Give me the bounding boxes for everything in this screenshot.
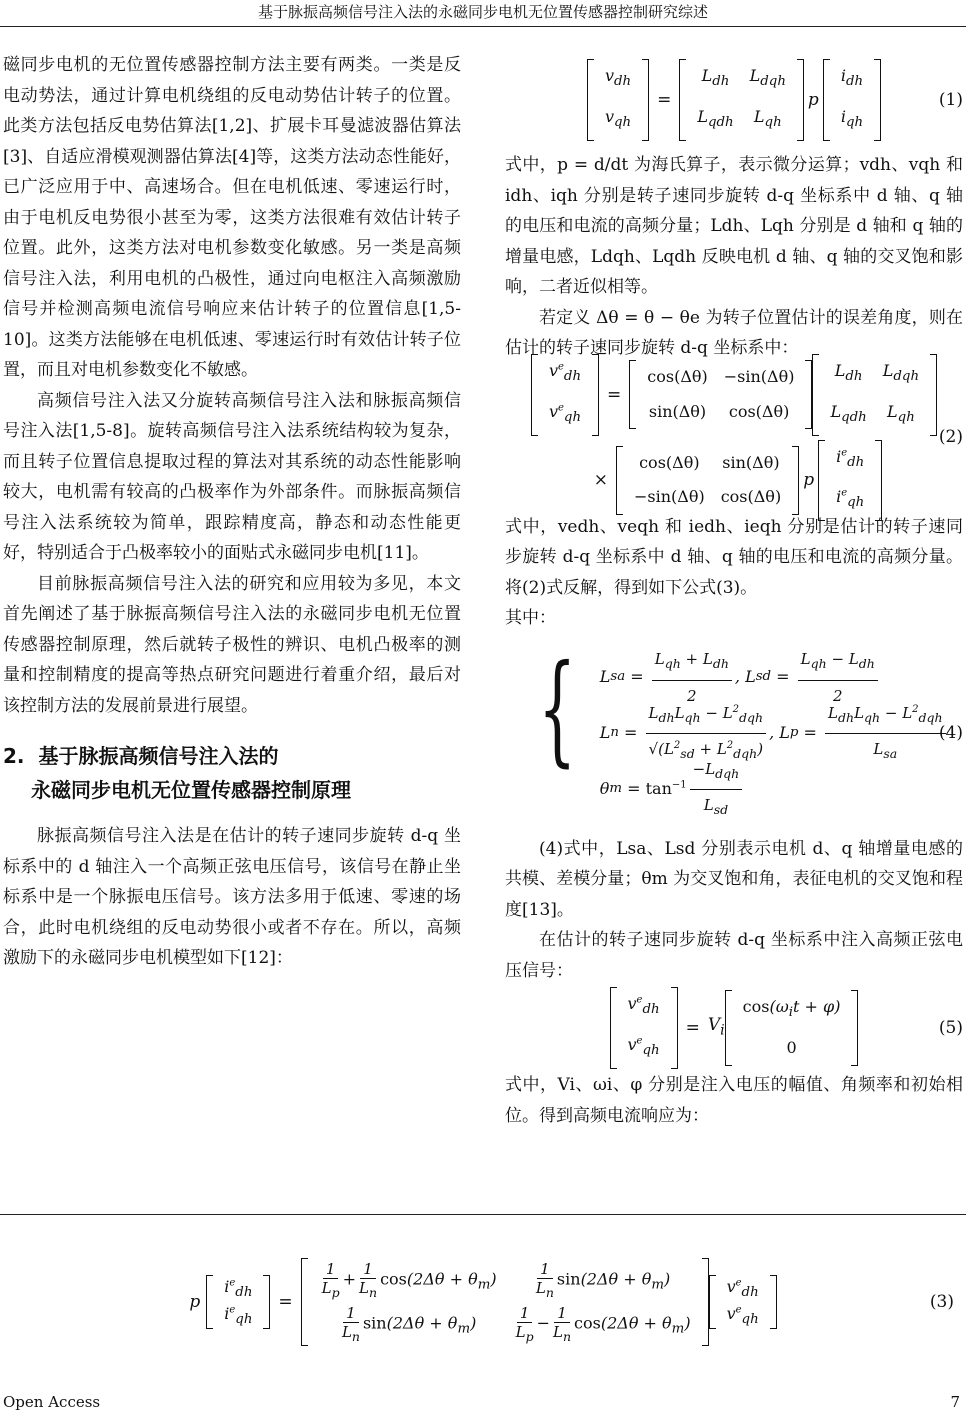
section-title-line2: 永磁同步电机无位置传感器控制原理: [31, 778, 351, 802]
equation-4: { L sa = $\frac{L_{qh} + L_{dh}}{2}$ , L sd = $\frac{L_{qh} - L_{dh}}{2}$ L n = $\frac{L_{dh}L_{qh} - L^2_{dqh}}{√(L^2_{sd} + L^2_{dqh})}$ , L p = $\frac{L_{dh}L_{qh} - L^2_{dqh}}{L_{sa}}$ θ m = $\tan^{-1}$ $\frac{-L_{dqh}}{L_{sd}}$ (4): [538, 639, 963, 817]
section-heading: [3, 739, 461, 807]
equation-1: $v_{dh}$ $v_{qh}$ = $L_{dh}$ $L_{dqh}$ $L_{qdh}$ $L_{qh}$ p $i_{dh}$ $i_{qh}$ (1): [505, 50, 963, 150]
section-number: 2.: [3, 744, 25, 768]
paragraph-principle: 脉振高频信号注入法是在估计的转子速同步旋转 d-q 坐标系中的 d 轴注入一个高频正弦电压信号，该信号在静止坐标系中是一个脉振电压信号。该方法多用于低速、零速的场合，此时电机绕组的反电动势很小或者不存在。所以，高频激励下的永磁同步电机模型如下[12]：: [3, 826, 461, 968]
paragraph-eq4-explanation: (4)式中，Lsa、Lsd 分别表示电机 d、q 轴增量电感的共模、差模分量；θm 为交叉饱和角，表征电机的交叉饱和程度[13]。: [505, 838, 963, 920]
left-column: [3, 50, 461, 974]
paragraph-error-angle: 若定义 Δθ = θ − θe 为转子位置估计的误差角度，则在估计的转子速同步旋转 d-q 坐标系中：: [505, 307, 963, 358]
running-header: 基于脉振高频信号注入法的永磁同步电机无位置传感器控制研究综述: [0, 0, 966, 27]
paragraph-hf-injection: 高频信号注入法又分旋转高频信号注入法和脉振高频信号注入法[1,5-8]。旋转高频信号注入法系统结构较为复杂，而且转子位置信息提取过程的算法对其系统的动态性能影响较大，电机需有较高的凸极率作为外部条件。而脉振高频信号注入法系统较为简单，跟踪精度高，静态和动态性能更好，特别适合于凸极率较小的面贴式永磁同步电机[11]。: [3, 390, 461, 563]
equation-2: $v^e_{dh}$ $v^e_{qh}$ = cos(Δθ) −sin(Δθ) sin(Δθ) cos(Δθ) $L_{dh}$ $L_{dqh}$ $L_{qdh}$ $L_{qh}$ × cos(Δθ) sin(Δθ) −sin(Δθ) cos(Δθ) p $i^e_{dh}$ $i^e_{qh}$ (2): [505, 364, 963, 512]
equation-4-number: (4): [938, 723, 963, 744]
paragraph-inject-voltage: 在估计的转子速同步旋转 d-q 坐标系中注入高频正弦电压信号：: [505, 930, 963, 981]
paragraph-eq5-explanation: 式中，Vi、ωi、φ 分别是注入电压的幅值、角频率和初始相位。得到高频电流响应为：: [505, 1075, 963, 1126]
equation-2-number: (2): [938, 427, 963, 448]
equation-1-number: (1): [938, 89, 963, 110]
paragraph-eq1-explanation: 式中，p = d/dt 为海氏算子，表示微分运算；vdh、vqh 和 idh、iqh 分别是转子速同步旋转 d-q 坐标系中 d 轴、q 轴的电压和电流的高频分量；Ldh、Lqh 分别是 d 轴和 q 轴的增量电感，Ldqh、Lqdh 反映电机 d 轴、q 轴的交叉饱和影响，二者近似相等。: [505, 155, 963, 297]
section-title-line1: 基于脉振高频信号注入法的: [38, 744, 279, 768]
equation-separator-rule: [0, 1214, 966, 1215]
equation-5-number: (5): [938, 1017, 963, 1038]
paragraph-eq2-explanation: 式中，vedh、veqh 和 iedh、ieqh 分别是估计的转子速同步旋转 d-q 坐标系中 d 轴、q 轴的电压和电流的高频分量。将(2)式反解，得到如下公式(3)。: [505, 516, 963, 598]
paragraph-where: 其中：: [505, 608, 556, 628]
equation-3: p $i^e_{dh}$ $i^e_{qh}$ = $\frac{1}{L_p}$ + $\frac{1}{L_n}$ $\cos(2\Delta\theta + \theta_m)$ $\frac{1}{L_n}$ $\sin(2\Delta\theta + \theta_m)$ $\frac{1}{L_n}$ $\sin(2\Delta\theta + \theta_m)$ $\frac{1}{L_p}$ − $\frac{1}{L_n}$ $\cos(2\Delta\theta + \theta_m)$ $v^e_{dh}$ $v^e_{qh}$ (3): [189, 1260, 954, 1344]
footer-open-access: Open Access: [3, 1393, 101, 1411]
page-number: 7: [950, 1393, 960, 1411]
right-column: [505, 50, 963, 1131]
equation-3-number: (3): [929, 1292, 954, 1312]
paragraph-current-research: 目前脉振高频信号注入法的研究和应用较为多见，本文首先阐述了基于脉振高频信号注入法的永磁同步电机无位置传感器控制原理，然后就转子极性的辨识、电机凸极率的测量和控制精度的提高等热点研究问题进行着重介绍，最后对该控制方法的发展前景进行展望。: [3, 573, 461, 716]
equation-5: $v^e_{dh}$ $v^e_{qh}$ = $V_i$ $\cos(\omega_it + \varphi)$ 0 (5): [505, 986, 963, 1070]
paragraph-intro: 磁同步电机的无位置传感器控制方法主要有两类。一类是反电动势法，通过计算电机绕组的反电动势估计转子的位置。此类方法包括反电势估算法[1,2]、扩展卡耳曼滤波器估算法[3]、自适应滑模观测器估算法[4]等，这类方法动态性能好，已广泛应用于中、高速场合。但在电机低速、零速运行时，由于电机反电势很小甚至为零，这类方法很难有效估计转子位置。此外，这类方法对电机参数变化敏感。另一类是高频信号注入法，利用电机的凸极性，通过向电枢注入高频激励信号并检测高频电流信号响应来估计转子的位置信息[1,5-10]。这类方法能够在电机低速、零速运行时有效估计转子位置，而且对电机参数变化不敏感。: [3, 55, 461, 380]
